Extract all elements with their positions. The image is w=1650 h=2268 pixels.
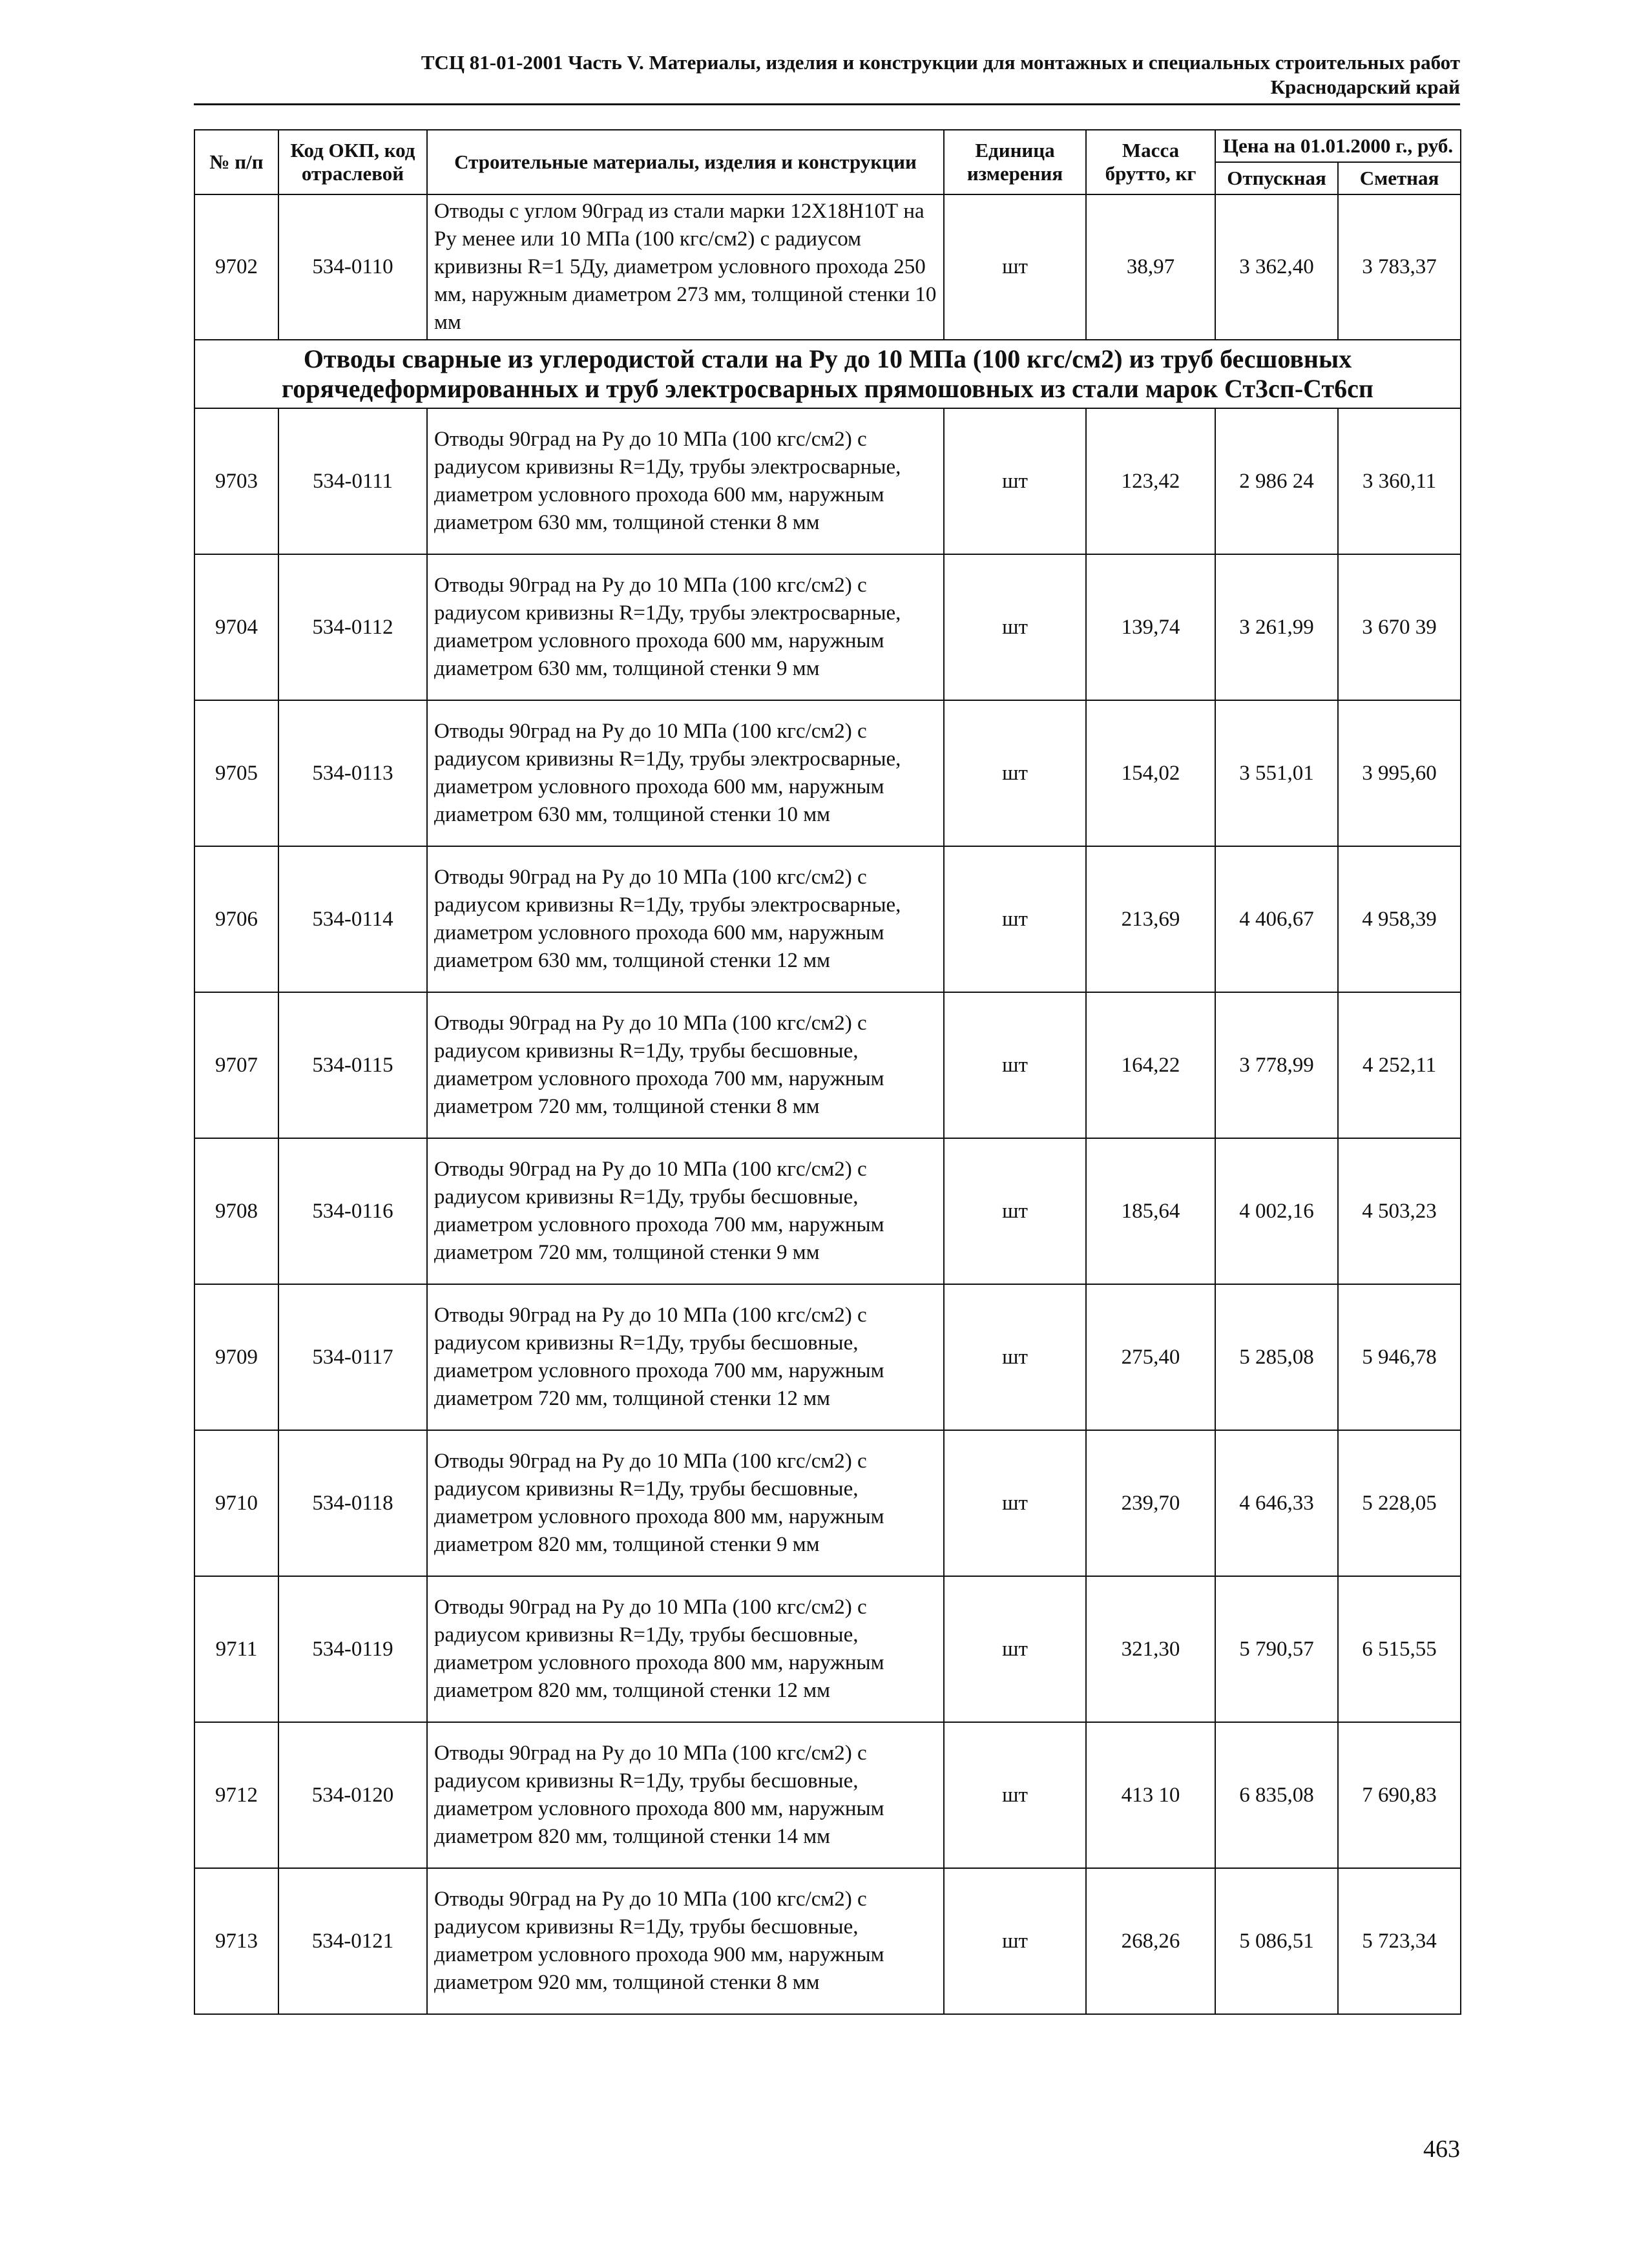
row-description: Отводы с углом 90град из стали марки 12Х18Н10Т на Ру менее или 10 МПа (100 кгс/см2) с радиусом кривизны R=1 5Ду, диаметром условного прохода 250 мм, наружным диаметром 273 мм, толщиной стенки 10 мм bbox=[427, 194, 944, 340]
row-code: 534-0118 bbox=[278, 1430, 427, 1576]
row-mass: 213,69 bbox=[1086, 846, 1215, 992]
row-code: 534-0112 bbox=[278, 554, 427, 700]
col-header-material: Строительные материалы, изделия и конструкции bbox=[427, 130, 944, 194]
row-description: Отводы 90град на Ру до 10 МПа (100 кгс/см2) с радиусом кривизны R=1Ду, трубы бесшовные, диаметром условного прохода 700 мм, наружным диаметром 720 мм, толщиной стенки 8 мм bbox=[427, 992, 944, 1138]
row-code: 534-0120 bbox=[278, 1722, 427, 1868]
row-unit: шт bbox=[944, 1430, 1086, 1576]
row-mass: 139,74 bbox=[1086, 554, 1215, 700]
row-code: 534-0114 bbox=[278, 846, 427, 992]
row-price-release: 2 986 24 bbox=[1215, 408, 1338, 554]
row-code: 534-0115 bbox=[278, 992, 427, 1138]
row-number: 9707 bbox=[194, 992, 278, 1138]
row-unit: шт bbox=[944, 700, 1086, 846]
materials-table bbox=[194, 129, 1461, 2015]
row-price-release: 3 362,40 bbox=[1215, 194, 1338, 340]
row-code: 534-0111 bbox=[278, 408, 427, 554]
row-price-estimate: 4 503,23 bbox=[1338, 1138, 1461, 1284]
section-title-row bbox=[194, 340, 1461, 408]
col-header-unit: Единица измерения bbox=[944, 130, 1086, 194]
row-price-release: 3 778,99 bbox=[1215, 992, 1338, 1138]
row-number: 9711 bbox=[194, 1576, 278, 1722]
row-mass: 185,64 bbox=[1086, 1138, 1215, 1284]
row-number: 9702 bbox=[194, 194, 278, 340]
row-number: 9706 bbox=[194, 846, 278, 992]
row-mass: 164,22 bbox=[1086, 992, 1215, 1138]
row-code: 534-0121 bbox=[278, 1868, 427, 2014]
page-number: 463 bbox=[1423, 2136, 1460, 2163]
row-description: Отводы 90град на Ру до 10 МПа (100 кгс/см2) с радиусом кривизны R=1Ду, трубы электросварные, диаметром условного прохода 600 мм, наружным диаметром 630 мм, толщиной стенки 8 мм bbox=[427, 408, 944, 554]
row-price-estimate: 3 670 39 bbox=[1338, 554, 1461, 700]
col-header-mass: Масса брутто, кг bbox=[1086, 130, 1215, 194]
row-description: Отводы 90град на Ру до 10 МПа (100 кгс/см2) с радиусом кривизны R=1Ду, трубы электросварные, диаметром условного прохода 600 мм, наружным диаметром 630 мм, толщиной стенки 12 мм bbox=[427, 846, 944, 992]
row-code: 534-0110 bbox=[278, 194, 427, 340]
row-unit: шт bbox=[944, 992, 1086, 1138]
row-number: 9708 bbox=[194, 1138, 278, 1284]
row-description: Отводы 90град на Ру до 10 МПа (100 кгс/см2) с радиусом кривизны R=1Ду, трубы бесшовные, диаметром условного прохода 800 мм, наружным диаметром 820 мм, толщиной стенки 12 мм bbox=[427, 1576, 944, 1722]
header-title: ТСЦ 81-01-2001 Часть V. Материалы, изделия и конструкции для монтажных и специальных строительных работ bbox=[421, 51, 1460, 74]
row-number: 9712 bbox=[194, 1722, 278, 1868]
row-mass: 275,40 bbox=[1086, 1284, 1215, 1430]
table-row bbox=[194, 846, 1461, 992]
row-price-estimate: 5 228,05 bbox=[1338, 1430, 1461, 1576]
row-price-estimate: 3 783,37 bbox=[1338, 194, 1461, 340]
row-number: 9713 bbox=[194, 1868, 278, 2014]
header-rule bbox=[194, 103, 1460, 105]
row-mass: 239,70 bbox=[1086, 1430, 1215, 1576]
row-unit: шт bbox=[944, 1576, 1086, 1722]
row-unit: шт bbox=[944, 1722, 1086, 1868]
row-code: 534-0117 bbox=[278, 1284, 427, 1430]
row-description: Отводы 90град на Ру до 10 МПа (100 кгс/см2) с радиусом кривизны R=1Ду, трубы бесшовные, диаметром условного прохода 900 мм, наружным диаметром 920 мм, толщиной стенки 8 мм bbox=[427, 1868, 944, 2014]
row-unit: шт bbox=[944, 846, 1086, 992]
row-unit: шт bbox=[944, 1868, 1086, 2014]
row-number: 9709 bbox=[194, 1284, 278, 1430]
header-region: Краснодарский край bbox=[1270, 76, 1460, 98]
row-mass: 268,26 bbox=[1086, 1868, 1215, 2014]
table-row bbox=[194, 1284, 1461, 1430]
row-price-release: 4 406,67 bbox=[1215, 846, 1338, 992]
table-row bbox=[194, 1868, 1461, 2014]
row-price-estimate: 3 360,11 bbox=[1338, 408, 1461, 554]
row-description: Отводы 90град на Ру до 10 МПа (100 кгс/см2) с радиусом кривизны R=1Ду, трубы бесшовные, диаметром условного прохода 800 мм, наружным диаметром 820 мм, толщиной стенки 9 мм bbox=[427, 1430, 944, 1576]
page-header bbox=[194, 50, 1460, 99]
row-price-release: 3 551,01 bbox=[1215, 700, 1338, 846]
row-price-release: 5 086,51 bbox=[1215, 1868, 1338, 2014]
table-row bbox=[194, 1430, 1461, 1576]
row-description: Отводы 90град на Ру до 10 МПа (100 кгс/см2) с радиусом кривизны R=1Ду, трубы электросварные, диаметром условного прохода 600 мм, наружным диаметром 630 мм, толщиной стенки 10 мм bbox=[427, 700, 944, 846]
row-mass: 123,42 bbox=[1086, 408, 1215, 554]
col-header-price: Цена на 01.01.2000 г., руб. bbox=[1215, 130, 1461, 162]
row-code: 534-0116 bbox=[278, 1138, 427, 1284]
row-price-estimate: 4 252,11 bbox=[1338, 992, 1461, 1138]
table-header-row bbox=[194, 130, 1461, 162]
table-row bbox=[194, 194, 1461, 340]
row-price-release: 6 835,08 bbox=[1215, 1722, 1338, 1868]
row-number: 9704 bbox=[194, 554, 278, 700]
row-unit: шт bbox=[944, 408, 1086, 554]
table-row bbox=[194, 1138, 1461, 1284]
row-price-estimate: 5 723,34 bbox=[1338, 1868, 1461, 2014]
row-mass: 321,30 bbox=[1086, 1576, 1215, 1722]
row-mass: 413 10 bbox=[1086, 1722, 1215, 1868]
row-price-release: 3 261,99 bbox=[1215, 554, 1338, 700]
row-description: Отводы 90град на Ру до 10 МПа (100 кгс/см2) с радиусом кривизны R=1Ду, трубы бесшовные, диаметром условного прохода 800 мм, наружным диаметром 820 мм, толщиной стенки 14 мм bbox=[427, 1722, 944, 1868]
row-description: Отводы 90град на Ру до 10 МПа (100 кгс/см2) с радиусом кривизны R=1Ду, трубы бесшовные, диаметром условного прохода 700 мм, наружным диаметром 720 мм, толщиной стенки 9 мм bbox=[427, 1138, 944, 1284]
row-code: 534-0113 bbox=[278, 700, 427, 846]
col-header-num: № п/п bbox=[194, 130, 278, 194]
row-price-estimate: 3 995,60 bbox=[1338, 700, 1461, 846]
row-price-estimate: 6 515,55 bbox=[1338, 1576, 1461, 1722]
section-title: Отводы сварные из углеродистой стали на Ру до 10 МПа (100 кгс/см2) из труб бесшовных горячедеформированных и труб электросварных прямошовных из стали марок Ст3сп-Ст6сп bbox=[194, 340, 1461, 408]
table-row bbox=[194, 700, 1461, 846]
row-mass: 154,02 bbox=[1086, 700, 1215, 846]
row-price-release: 4 646,33 bbox=[1215, 1430, 1338, 1576]
col-header-price-release: Отпускная bbox=[1215, 162, 1338, 194]
row-number: 9705 bbox=[194, 700, 278, 846]
row-mass: 38,97 bbox=[1086, 194, 1215, 340]
row-number: 9703 bbox=[194, 408, 278, 554]
row-price-release: 4 002,16 bbox=[1215, 1138, 1338, 1284]
row-code: 534-0119 bbox=[278, 1576, 427, 1722]
row-description: Отводы 90град на Ру до 10 МПа (100 кгс/см2) с радиусом кривизны R=1Ду, трубы электросварные, диаметром условного прохода 600 мм, наружным диаметром 630 мм, толщиной стенки 9 мм bbox=[427, 554, 944, 700]
row-price-release: 5 790,57 bbox=[1215, 1576, 1338, 1722]
col-header-price-estimate: Сметная bbox=[1338, 162, 1461, 194]
table-row bbox=[194, 1576, 1461, 1722]
row-unit: шт bbox=[944, 1138, 1086, 1284]
row-price-estimate: 7 690,83 bbox=[1338, 1722, 1461, 1868]
table-row bbox=[194, 992, 1461, 1138]
row-number: 9710 bbox=[194, 1430, 278, 1576]
table-row bbox=[194, 1722, 1461, 1868]
row-unit: шт bbox=[944, 194, 1086, 340]
col-header-code: Код ОКП, код отраслевой bbox=[278, 130, 427, 194]
row-price-release: 5 285,08 bbox=[1215, 1284, 1338, 1430]
row-price-estimate: 4 958,39 bbox=[1338, 846, 1461, 992]
row-price-estimate: 5 946,78 bbox=[1338, 1284, 1461, 1430]
table-row bbox=[194, 554, 1461, 700]
row-unit: шт bbox=[944, 554, 1086, 700]
table-row bbox=[194, 408, 1461, 554]
row-description: Отводы 90град на Ру до 10 МПа (100 кгс/см2) с радиусом кривизны R=1Ду, трубы бесшовные, диаметром условного прохода 700 мм, наружным диаметром 720 мм, толщиной стенки 12 мм bbox=[427, 1284, 944, 1430]
row-unit: шт bbox=[944, 1284, 1086, 1430]
